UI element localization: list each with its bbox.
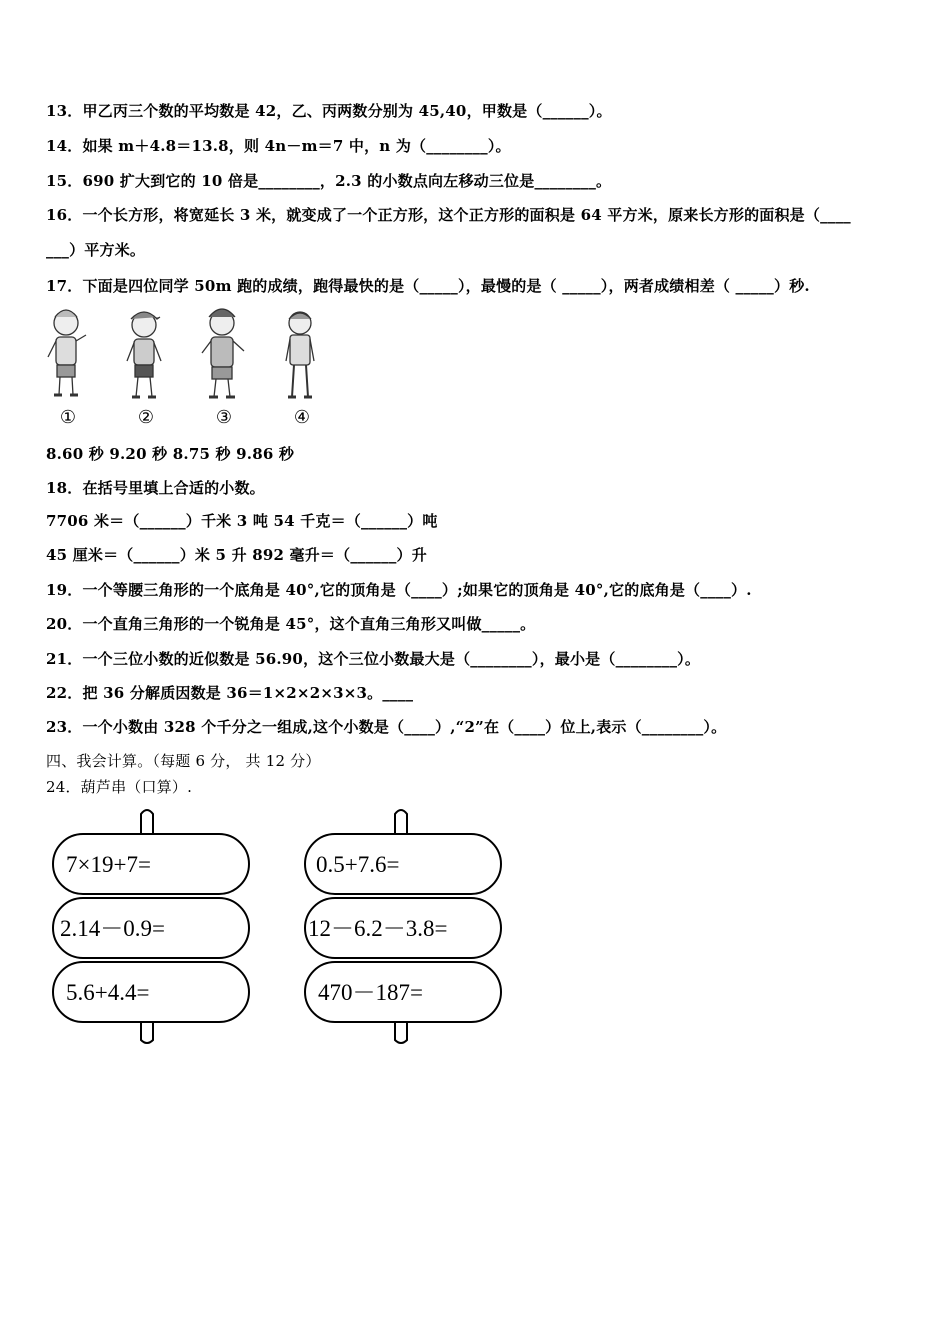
- student-2-figure: [127, 312, 161, 397]
- question-17: 17．下面是四位同学 50m 跑的成绩，跑得最快的是（_____），最慢的是（ _____），两者成绩相差（ _____）秒.: [46, 277, 810, 295]
- student-3-figure: [202, 309, 244, 397]
- gourd-right-item-2: 12－6.2－3.8=: [308, 916, 448, 941]
- question-24: 24．葫芦串（口算）.: [46, 778, 193, 796]
- gourd-left-item-3: 5.6+4.4=: [66, 980, 150, 1005]
- student-3-label: ③: [215, 407, 233, 428]
- gourd-right-item-1: 0.5+7.6=: [316, 852, 400, 877]
- student-1-figure: [48, 310, 86, 395]
- gourd-right-item-3: 470－187=: [318, 980, 423, 1005]
- student-2-label: ②: [137, 407, 155, 428]
- question-19: 19．一个等腰三角形的一个底角是 40°,它的顶角是（____）;如果它的顶角是 40°,它的底角是（____）.: [46, 581, 752, 599]
- student-4-figure: [286, 312, 314, 397]
- gourd-left-item-1: 7×19+7=: [66, 852, 151, 877]
- student-1-label: ①: [59, 407, 77, 428]
- question-21: 21．一个三位小数的近似数是 56.90，这个三位小数最大是（________），最小是（________）。: [46, 650, 701, 668]
- gourd-left-item-2: 2.14－0.9=: [60, 916, 165, 941]
- question-18-row-a: 7706 米＝（______）千米 3 吨 54 千克＝（______）吨: [46, 512, 438, 530]
- question-23: 23．一个小数由 328 个千分之一组成,这个小数是（____）,“2”在（____）位上,表示（________）。: [46, 718, 727, 736]
- question-22: 22．把 36 分解质因数是 36＝1×2×2×3×3。____: [46, 684, 414, 702]
- question-18-row-b: 45 厘米＝（______）米 5 升 892 毫升＝（______）升: [46, 546, 427, 564]
- question-20: 20．一个直角三角形的一个锐角是 45°，这个直角三角形又叫做_____。: [46, 615, 536, 633]
- question-16-line1: 16．一个长方形，将宽延长 3 米，就变成了一个正方形，这个正方形的面积是 64 平方米，原来长方形的面积是（____: [46, 206, 851, 224]
- student-4-label: ④: [293, 407, 311, 428]
- question-16-line2: ___）平方米。: [46, 241, 146, 259]
- question-14: 14．如果 m＋4.8＝13.8，则 4n－m＝7 中，n 为（________）。: [46, 137, 511, 155]
- four-students-illustration: [44, 305, 324, 433]
- question-13: 13．甲乙丙三个数的平均数是 42，乙、丙两数分别为 45,40，甲数是（______）。: [46, 102, 612, 120]
- gourd-strings-diagram: [40, 806, 520, 1048]
- question-15: 15．690 扩大到它的 10 倍是________，2.3 的小数点向左移动三位是________。: [46, 172, 612, 190]
- question-17-times: 8.60 秒 9.20 秒 8.75 秒 9.86 秒: [46, 445, 295, 463]
- section-4-heading: 四、我会计算。（每题 6 分， 共 12 分）: [46, 752, 321, 770]
- question-18: 18．在括号里填上合适的小数。: [46, 479, 265, 497]
